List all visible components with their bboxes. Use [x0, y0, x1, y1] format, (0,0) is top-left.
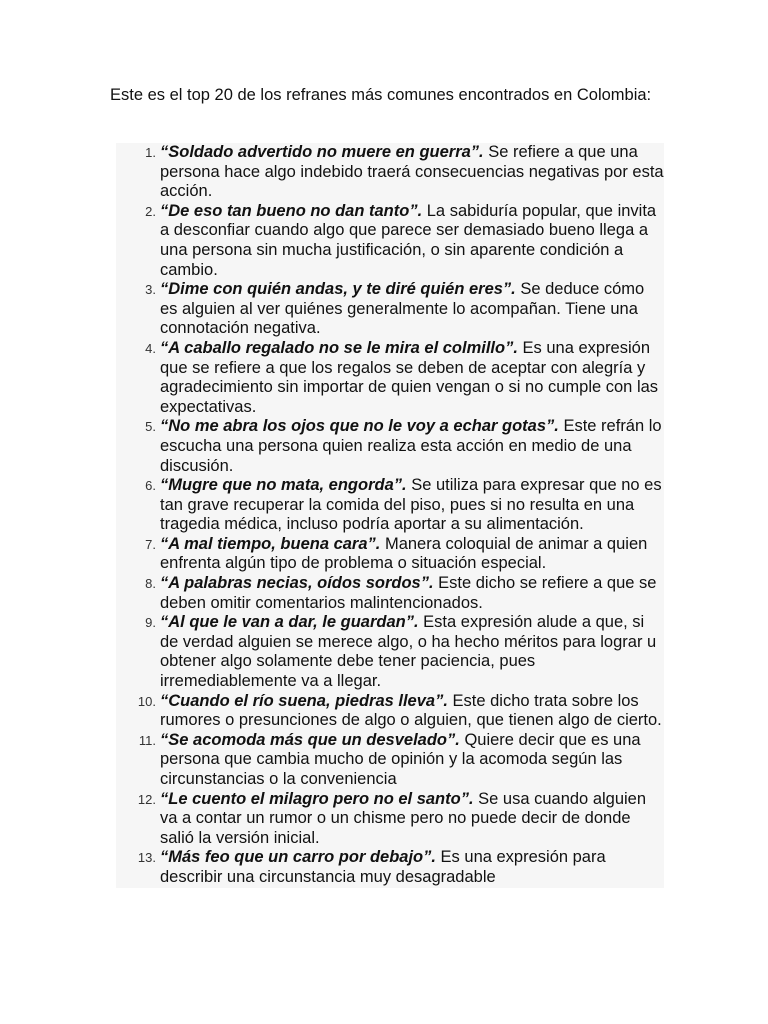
proverb-quote: “Al que le van a dar, le guardan”. [160, 613, 419, 632]
proverb-description: Se utiliza para expresar que no es tan grave recuperar la comida del piso, pues si no resulta en una tragedia médica, incluso podría aportar a su alimentación. [160, 476, 662, 534]
list-item-text [160, 535, 664, 574]
list-item-text [160, 417, 664, 476]
list-number: 4. [145, 340, 156, 356]
proverb-description: Se usa cuando alguien va a contar un rumor o un chisme pero no puede decir de donde salió la versión inicial. [160, 789, 647, 847]
list-number: 9. [145, 615, 156, 631]
list-number: 6. [145, 478, 156, 494]
list-number: 8. [145, 576, 156, 592]
list-item [116, 339, 664, 417]
proverb-quote: “Soldado advertido no muere en guerra”. [160, 143, 484, 161]
proverb-quote: “Dime con quién andas, y te diré quién eres”. [160, 280, 516, 299]
list-item-text [160, 613, 664, 691]
list-number: 1. [145, 145, 156, 160]
list-item [116, 280, 664, 339]
list-item-text [160, 280, 664, 339]
proverb-description: Este dicho se refiere a que se deben omitir comentarios malintencionados. [160, 574, 657, 612]
list-number: 10. [137, 693, 156, 709]
proverb-quote: “Cuando el río suena, piedras lleva”. [160, 691, 448, 710]
proverb-quote: “Mugre que no mata, engorda”. [160, 476, 407, 495]
list-item [116, 613, 664, 691]
proverb-description: Es una expresión para describir una circunstancia muy desagradable [160, 848, 606, 886]
list-item [116, 143, 664, 202]
list-number: 3. [145, 282, 156, 298]
proverb-description: Quiere decir que es una persona que cambia mucho de opinión y la acomoda según las circunstancias o la conveniencia [160, 730, 641, 788]
proverb-quote: “Se acomoda más que un desvelado”. [160, 730, 460, 749]
proverb-quote: “A mal tiempo, buena cara”. [160, 534, 381, 553]
list-number: 7. [145, 536, 156, 552]
list-item [116, 417, 664, 476]
list-item [116, 790, 664, 849]
intro-paragraph: Este es el top 20 de los refranes más comunes encontrados en Colombia: [110, 86, 652, 104]
list-item [116, 535, 664, 574]
list-number: 12. [137, 791, 156, 807]
proverb-quote: “De eso tan bueno no dan tanto”. [160, 201, 423, 220]
list-item-text [160, 848, 664, 887]
proverb-quote: “A palabras necias, oídos sordos”. [160, 574, 434, 593]
proverb-description: Es una expresión que se refiere a que los regalos se deben de aceptar con alegría y agradecimiento sin importar de quien vengan o si no cumple con las expectativas. [160, 338, 659, 416]
list-item [116, 574, 664, 613]
list-number: 5. [145, 419, 156, 435]
proverb-quote: “Más feo que un carro por debajo”. [160, 848, 436, 867]
list-item-text [160, 692, 664, 731]
proverb-description: Manera coloquial de animar a quien enfrenta algún tipo de problema o situación especial. [160, 534, 648, 573]
proverb-description: Esta expresión alude a que, si de verdad alguien se merece algo, o ha hecho méritos para lograr u obtener algo solamente debe tener paciencia, pues irremediablemente va a llegar. [160, 613, 657, 691]
list-item-text [160, 731, 664, 790]
proverb-quote: “Le cuento el milagro pero no el santo”. [160, 789, 474, 808]
proverb-description: Se deduce cómo es alguien al ver quiénes generalmente lo acompañan. Tiene una connotación negativa. [160, 280, 645, 338]
list-number: 13. [137, 850, 156, 866]
list-item-text [160, 476, 664, 535]
list-item [116, 476, 664, 535]
list-item-text [160, 202, 664, 280]
list-number: 11. [138, 732, 156, 748]
proverb-description: Se refiere a que una persona hace algo indebido traerá consecuencias negativas por esta acción. [160, 143, 664, 201]
proverb-quote: “No me abra los ojos que no le voy a echar gotas”. [160, 417, 559, 436]
list-item-text [160, 574, 664, 613]
list-item-text [160, 339, 664, 417]
list-item [116, 202, 664, 280]
proverb-description: Este refrán lo escucha una persona quien realiza esta acción en medio de una discusión. [160, 417, 662, 475]
proverb-quote: “A caballo regalado no se le mira el colmillo”. [160, 338, 518, 357]
list-item [116, 731, 664, 790]
list-number: 2. [145, 203, 156, 219]
list-item-text [160, 790, 664, 849]
proverb-list [116, 143, 664, 888]
list-item-text [160, 143, 664, 202]
proverb-description: La sabiduría popular, que invita a desconfiar cuando algo que parece ser demasiado bueno llega a una persona sin mucha justificación, o sin aparente condición a cambio. [160, 201, 657, 279]
list-item [116, 848, 664, 887]
list-item [116, 692, 664, 731]
proverb-description: Este dicho trata sobre los rumores o presunciones de algo o alguien, que tienen algo de cierto. [160, 691, 662, 730]
